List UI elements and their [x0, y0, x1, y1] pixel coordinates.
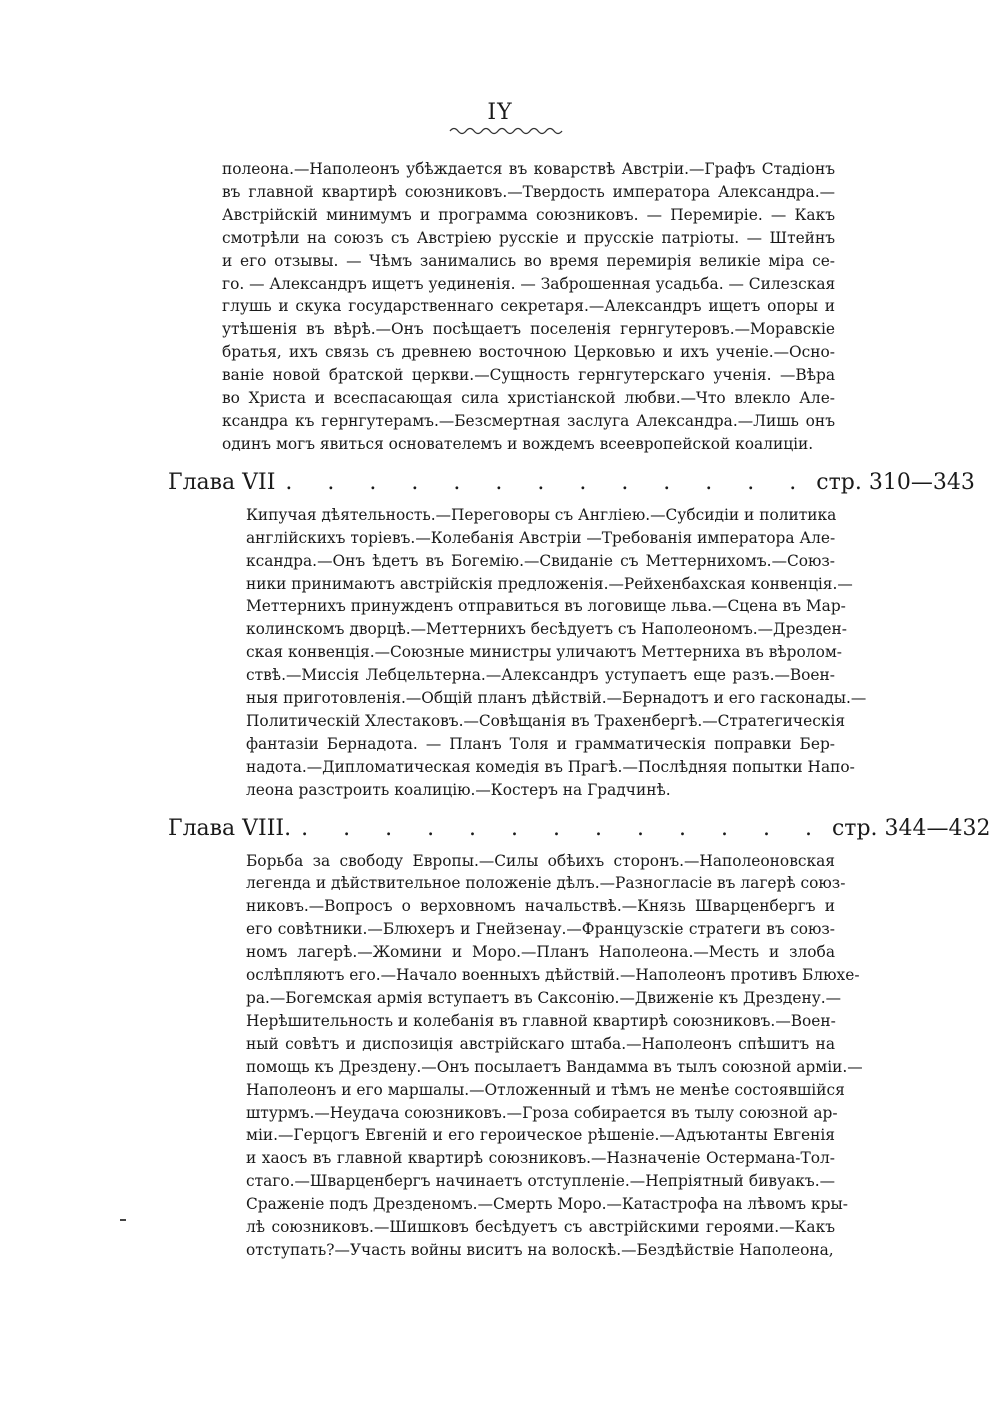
text-line: міи.—Герцогъ Евгеній и его героическое рѣшеніе.—Адъютанты Евгенія	[246, 1126, 835, 1145]
text-line: полеона.—Наполеонъ убѣждается въ коварствѣ Австріи.—Графъ Стадіонъ	[222, 160, 835, 178]
chapter-pages: стр. 344—432	[831, 815, 991, 841]
text-line: Наполеонъ и его маршалы.—Отложенный и тѣмъ не менѣе состоявшійся	[246, 1080, 845, 1099]
text-line: лѣ союзниковъ.—Шишковъ бесѣдуетъ съ австрійскими героями.—Какъ	[246, 1218, 835, 1237]
text-line: ныя приготовленія.—Общій планъ дѣйствій.—Бернадотъ и его гасконады.—	[246, 689, 867, 708]
margin-mark	[120, 1219, 126, 1221]
text-line: ваніе новой братской церкви.—Сущность гернгутерскаго ученія. —Вѣра	[222, 366, 835, 385]
chapter-summary	[222, 850, 863, 1262]
page-number: IY	[487, 100, 513, 125]
text-line: Борьба за свободу Европы.—Силы обѣихъ сторонъ.—Наполеоновская	[246, 851, 835, 870]
dot-leader: . . . . . . . . . . . . .	[285, 469, 811, 495]
text-line: въ главной квартирѣ союзниковъ.—Твердость императора Александра.—	[222, 182, 835, 201]
text-line: ослѣпляютъ его.—Начало военныхъ дѣйствій.—Наполеонъ противъ Блюхе-	[246, 966, 860, 985]
text-line: колинскомъ дворцѣ.—Меттернихъ бесѣдуетъ съ Наполеономъ.—Дрезден-	[246, 620, 847, 639]
text-line: помощь къ Дрездену.—Онъ посылаетъ Вандамма въ тылъ союзной арміи.—	[246, 1057, 863, 1076]
chapter-8-section	[168, 808, 991, 1262]
text-line: ный совѣтъ и диспозиція австрійскаго штаба.—Наполеонъ спѣшитъ на	[246, 1034, 835, 1053]
chapter-label: Глава VII	[168, 469, 276, 495]
text-line: надота.—Дипломатическая комедія въ Прагѣ.—Послѣдняя попытки Напо-	[246, 757, 855, 776]
text-line: штурмъ.—Неудача союзниковъ.—Гроза собирается въ тылу союзной ар-	[246, 1103, 838, 1122]
text-line: ра.—Богемская армія вступаетъ въ Саксонію.—Движеніе къ Дрездену.—	[246, 989, 842, 1007]
text-line: отступать?—Участь войны виситъ на волоскѣ.—Бездѣйствіе Наполеона,	[246, 1240, 834, 1259]
chapter-label: Глава VIII.	[168, 815, 292, 841]
dot-leader: . . . . . . . . . . . . .	[301, 815, 826, 841]
text-line: никовъ.—Вопросъ о верховномъ начальствѣ.—Князь Шварценбергъ и	[246, 897, 835, 916]
wavy-ornament	[450, 126, 562, 136]
text-line: номъ лагерѣ.—Жомини и Моро.—Планъ Наполеона.—Месть и злоба	[246, 943, 835, 962]
text-line: леона разстроить коалицію.—Костеръ на Градчинѣ.	[246, 780, 671, 799]
text-line: ская конвенція.—Союзные министры уличаютъ Меттерниха въ вѣролом-	[246, 643, 843, 662]
text-line: стаго.—Шварценбергъ начинаетъ отступленіе.—Непріятный бивуакъ.—	[246, 1172, 835, 1191]
text-line: англійскихъ торіевъ.—Колебанія Австріи —Требованія императора Але-	[246, 528, 836, 547]
text-line: во Христа и всеспасающая сила христіанской любви.—Что влекло Але-	[222, 389, 835, 408]
text-line: ствѣ.—Миссія Лебцельтерна.—Александръ уступаетъ еще разъ.—Воен-	[246, 666, 835, 685]
text-line: ники принимаютъ австрійскія предложенія.—Рейхенбахская конвенція.—	[246, 574, 853, 593]
text-line: фантазіи Бернадота. — Планъ Толя и грамматическія поправки Бер-	[246, 734, 835, 753]
text-line: Меттернихъ принужденъ отправиться въ логовище льва.—Сцена въ Мар-	[246, 597, 846, 616]
text-line: Австрійскій минимумъ и программа союзниковъ. — Перемиріе. — Какъ	[222, 205, 835, 224]
text-line: Нерѣшительность и колебанія въ главной квартирѣ союзниковъ.—Воен-	[246, 1011, 836, 1030]
chapter-pages: стр. 310—343	[816, 469, 975, 495]
text-line: ксандра къ гернгутерамъ.—Безсмертная заслуга Александра.—Лишь онъ	[222, 411, 835, 430]
text-line: утѣшенія въ вѣрѣ.—Онъ посѣщаетъ поселенія гернгутеровъ.—Моравскіе	[222, 320, 835, 339]
text-line: его совѣтники.—Блюхеръ и Гнейзенау.—Французскіе стратеги въ союз-	[246, 920, 835, 939]
table-of-contents	[168, 158, 991, 1262]
intro-paragraph	[222, 158, 835, 456]
text-line: Сраженіе подъ Дрезденомъ.—Смерть Моро.—Катастрофа на лѣвомъ кры-	[246, 1195, 848, 1214]
text-line: глушь и скука государственнаго секретаря.—Александръ ищетъ опоры и	[222, 297, 835, 316]
text-line: одинъ могъ явиться основателемъ и вождемъ всеевропейской коалиціи.	[222, 434, 814, 453]
chapter-7-section	[168, 462, 975, 802]
text-line: го. — Александръ ищетъ уединенія. — Заброшенная усадьба. — Силезская	[222, 274, 836, 293]
text-line: и его отзывы. — Чѣмъ занимались во время перемирія великіе міра се-	[222, 251, 835, 270]
text-line: братья, ихъ связь съ древнею восточною Церковью и ихъ ученіе.—Осно-	[222, 343, 835, 362]
text-line: легенда и дѣйствительное положеніе дѣлъ.—Разногласіе въ лагерѣ союз-	[246, 874, 846, 893]
text-line: ксандра.—Онъ ѣдетъ въ Богемію.—Свиданіе съ Меттернихомъ.—Союз-	[246, 551, 835, 570]
chapter-heading	[168, 808, 991, 850]
chapter-heading	[168, 462, 975, 504]
text-line: Политическій Хлестаковъ.—Совѣщанія въ Трахенбергѣ.—Стратегическія	[246, 711, 846, 730]
text-line: и хаосъ въ главной квартирѣ союзниковъ.—Назначеніе Остермана-Тол-	[246, 1149, 835, 1168]
text-line: Кипучая дѣятельность.—Переговоры съ Англіею.—Субсидіи и политика	[246, 505, 837, 524]
chapter-summary	[222, 504, 867, 802]
text-line: смотрѣли на союзъ съ Австріею русскіе и прусскіе патріоты. — Штейнъ	[222, 228, 835, 247]
